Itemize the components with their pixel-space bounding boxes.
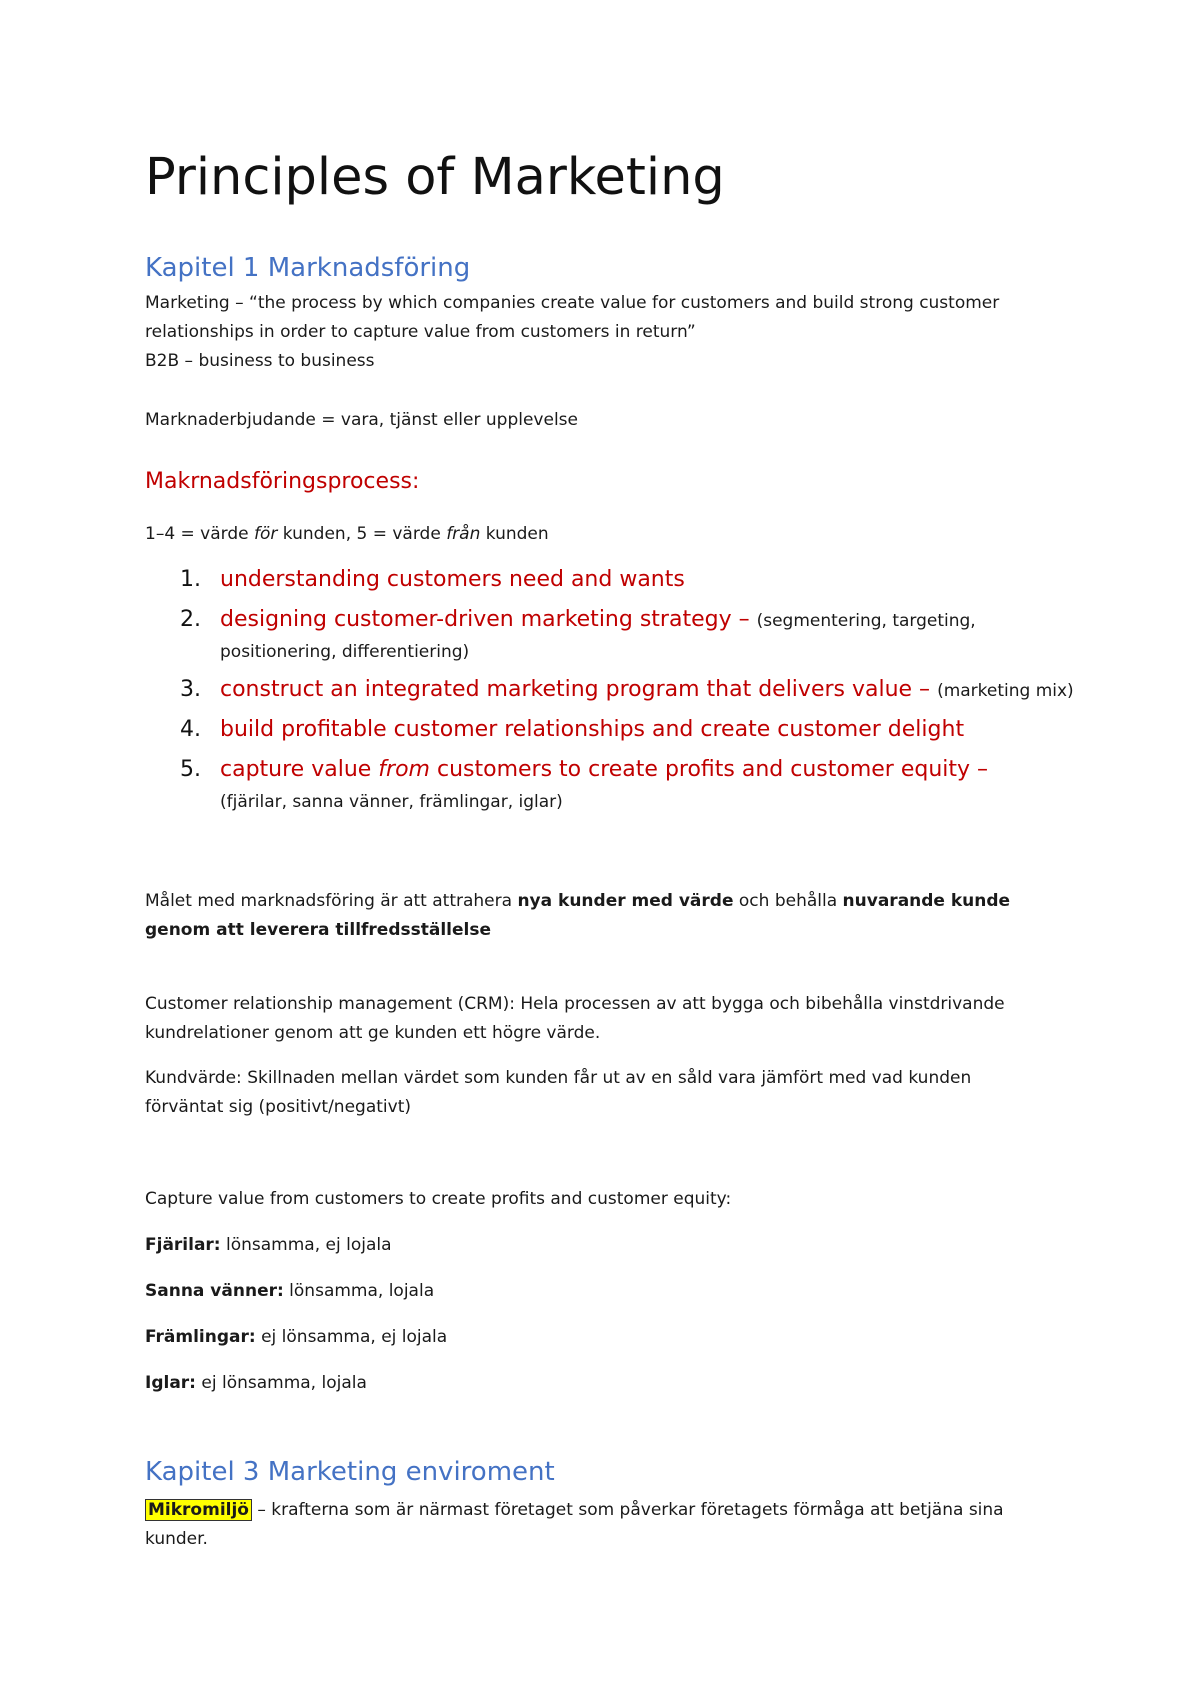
goal-bold3: genom att leverera tillfredsställelse (145, 920, 491, 940)
process-heading: Makrnadsföringsprocess: (145, 469, 420, 494)
step-text: construct an integrated marketing program that delivers value – (220, 677, 938, 702)
goal-bold1: nya kunder med värde (517, 891, 734, 911)
document-title: Principles of Marketing (145, 148, 725, 207)
step-number: 5. (180, 757, 201, 782)
segment-label: Sanna vänner: (145, 1281, 284, 1301)
segment-value: ej lönsamma, ej lojala (255, 1327, 448, 1347)
step-number: 3. (180, 677, 201, 702)
mikromiljo-line1 (145, 1496, 1004, 1525)
kundvarde-line2: förväntat sig (positivt/negativt) (145, 1097, 411, 1117)
segment-item (145, 1369, 367, 1398)
process-step (180, 563, 1080, 597)
crm-line2: kundrelationer genom att ge kunden ett högre värde. (145, 1023, 601, 1043)
step-text-c: customers to create profits and customer equity – (429, 757, 989, 782)
goal-part1: Målet med marknadsföring är att attrahera (145, 891, 518, 911)
segment-value: lönsamma, ej lojala (220, 1235, 392, 1255)
step-text: designing customer-driven marketing strategy – (220, 607, 757, 632)
capture-heading: Capture value from customers to create profits and customer equity: (145, 1189, 732, 1209)
b2b-definition: B2B – business to business (145, 351, 375, 371)
step-note: (marketing mix) (937, 681, 1074, 701)
value-note-part3: kunden, 5 = värde (277, 524, 447, 544)
step-note: (segmentering, targeting, positionering, differentiering) (220, 611, 976, 662)
step-number: 4. (180, 717, 201, 742)
process-step (180, 753, 1080, 817)
segment-item (145, 1277, 434, 1306)
step-number: 1. (180, 567, 201, 592)
segment-value: ej lönsamma, lojala (195, 1373, 367, 1393)
segment-label: Iglar: (145, 1373, 196, 1393)
segment-label: Främlingar: (145, 1327, 256, 1347)
goal-line1 (145, 887, 1010, 916)
marketing-definition-line1: Marketing – “the process by which companies create value for customers and build strong customer (145, 293, 1000, 313)
step-text-from: from (378, 757, 430, 782)
goal-part2: och behålla (733, 891, 843, 911)
goal-bold2: nuvarande kunde (842, 891, 1011, 911)
step-text: build profitable customer relationships and create customer delight (220, 717, 965, 742)
segment-value: lönsamma, lojala (283, 1281, 435, 1301)
chapter3-heading: Kapitel 3 Marketing enviroment (145, 1457, 555, 1487)
mikromiljo-line2: kunder. (145, 1529, 208, 1549)
value-note (145, 520, 549, 549)
step-number: 2. (180, 607, 201, 632)
step-note: (fjärilar, sanna vänner, främlingar, iglar) (220, 792, 563, 812)
chapter1-heading: Kapitel 1 Marknadsföring (145, 253, 471, 283)
goal-line2 (145, 916, 491, 945)
segment-label: Fjärilar: (145, 1235, 221, 1255)
segment-item (145, 1323, 447, 1352)
step-text: understanding customers need and wants (220, 567, 685, 592)
step-text-a: capture value (220, 757, 379, 782)
value-note-part1: 1–4 = värde (145, 524, 255, 544)
segment-item (145, 1231, 392, 1260)
mikromiljo-def: – krafterna som är närmast företaget som påverkar företagets förmåga att betjäna sina (252, 1500, 1004, 1520)
marketing-definition-line2: relationships in order to capture value from customers in return” (145, 322, 696, 342)
offering-definition: Marknaderbjudande = vara, tjänst eller upplevelse (145, 410, 578, 430)
value-note-part5: kunden (480, 524, 549, 544)
value-note-fran: från (446, 524, 481, 544)
process-steps-list (180, 563, 1080, 823)
process-step (180, 603, 1080, 667)
value-note-for: för (254, 524, 278, 544)
crm-line1: Customer relationship management (CRM): Hela processen av att bygga och bibehålla vinstdrivande (145, 994, 1005, 1014)
process-step (180, 673, 1080, 707)
mikromiljo-term: Mikromiljö (145, 1499, 252, 1521)
kundvarde-line1: Kundvärde: Skillnaden mellan värdet som kunden får ut av en såld vara jämfört med vad kunden (145, 1068, 972, 1088)
process-step (180, 713, 1080, 747)
